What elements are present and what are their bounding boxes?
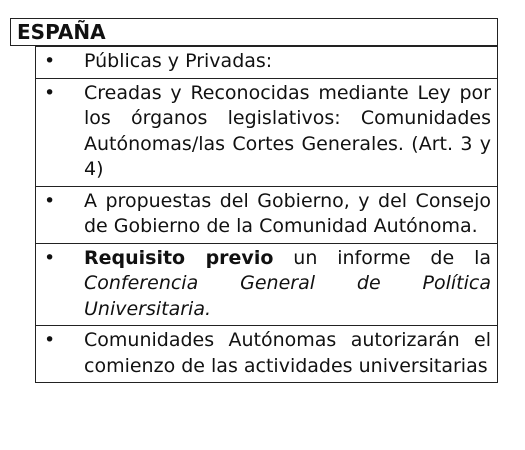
- italic-text: Conferencia General de Política Universitaria.: [84, 272, 491, 320]
- table-row: [36, 325, 497, 382]
- text-span: Comunidades Autónomas autorizarán el comienzo de las actividades universitarias: [84, 329, 491, 377]
- bullet-table: [35, 46, 498, 383]
- bullet-icon: •: [44, 81, 56, 104]
- table-row: [36, 186, 497, 243]
- row-text: [84, 328, 491, 379]
- table-row: [36, 78, 497, 186]
- text-span: Públicas y Privadas:: [84, 50, 273, 72]
- header-title: ESPAÑA: [17, 20, 106, 44]
- row-text: [84, 81, 491, 183]
- bullet-icon: •: [44, 246, 56, 269]
- row-text: [84, 49, 491, 75]
- text-span: Creadas y Reconocidas mediante Ley por los órganos legislativos: Comunidades Autónomas/las Cortes Generales. (Art. 3 y 4): [84, 81, 491, 180]
- text-span: A propuestas del Gobierno, y del Consejo de Gobierno de la Comunidad Autónoma.: [84, 189, 491, 237]
- table-header: [10, 18, 498, 46]
- row-text: [84, 246, 491, 323]
- bullet-icon: •: [44, 329, 56, 351]
- table-row: [36, 46, 497, 78]
- bold-text: Requisito previo: [84, 246, 274, 269]
- row-text: [84, 189, 491, 240]
- bullet-icon: •: [44, 50, 56, 72]
- text-span: un informe de la: [273, 246, 491, 269]
- bullet-icon: •: [44, 189, 56, 212]
- table-row: [36, 243, 497, 326]
